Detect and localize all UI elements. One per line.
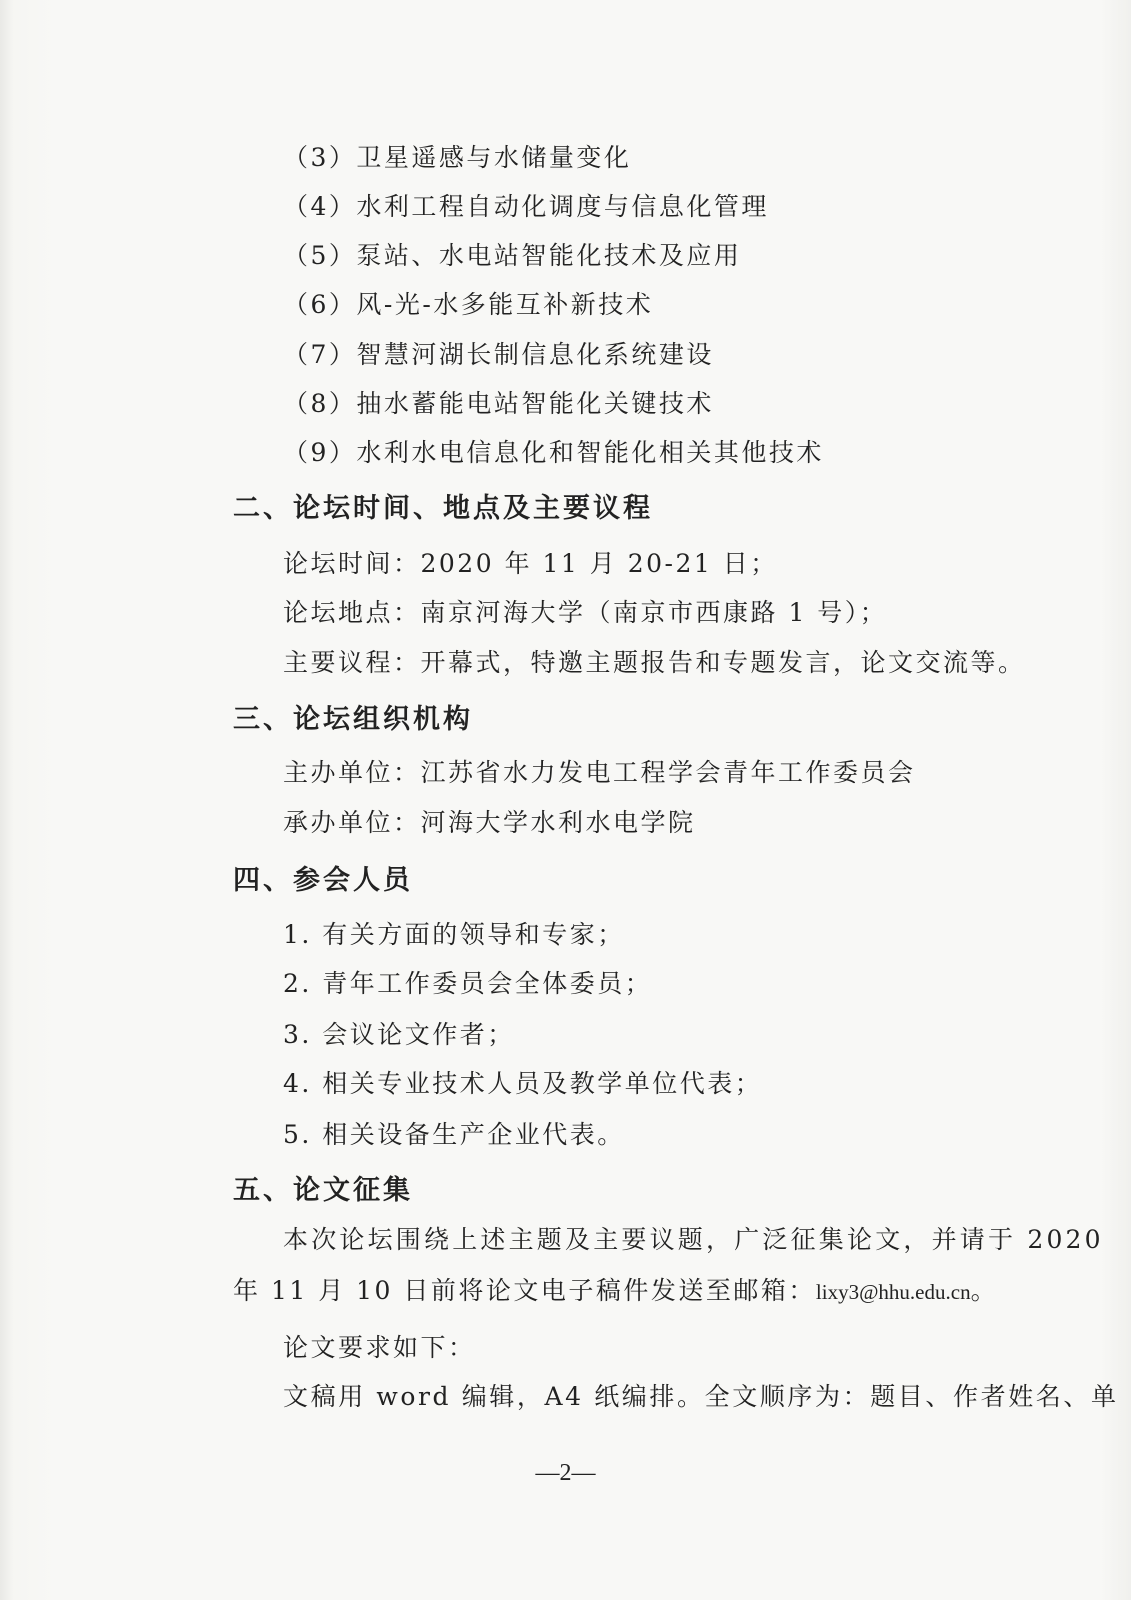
call-for-papers-line-2-end: 。	[970, 1276, 999, 1305]
requirements-intro: 论文要求如下：	[283, 1333, 476, 1362]
section-5-heading: 五、论文征集	[233, 1175, 413, 1206]
forum-agenda: 主要议程：开幕式，特邀主题报告和专题发言，论文交流等。	[283, 648, 1026, 677]
attendee-item: 5. 相关设备生产企业代表。	[283, 1120, 625, 1149]
section-4-heading: 四、参会人员	[233, 865, 413, 896]
topic-item: （5）泵站、水电站智能化技术及应用	[283, 241, 742, 270]
call-for-papers-line-1: 本次论坛围绕上述主题及主要议题，广泛征集论文，并请于 2020	[283, 1225, 1104, 1254]
submission-email: lixy3@hhu.edu.cn	[815, 1280, 971, 1304]
topic-item: （4）水利工程自动化调度与信息化管理	[283, 192, 769, 221]
organizer-unit: 承办单位：河海大学水利水电学院	[283, 808, 696, 837]
topic-item: （8）抽水蓄能电站智能化关键技术	[283, 389, 714, 418]
attendee-item: 3. 会议论文作者；	[283, 1020, 515, 1049]
attendee-item: 4. 相关专业技术人员及教学单位代表；	[283, 1069, 763, 1098]
requirements-line-1: 文稿用 word 编辑，A4 纸编排。全文顺序为：题目、作者姓名、单	[283, 1382, 1119, 1411]
section-2-heading: 二、论坛时间、地点及主要议程	[233, 493, 653, 524]
topic-item: （9）水利水电信息化和智能化相关其他技术	[283, 438, 824, 467]
call-for-papers-line-2-text: 年 11 月 10 日前将论文电子稿件发送至邮箱：	[233, 1276, 816, 1305]
topic-item: （7）智慧河湖长制信息化系统建设	[283, 340, 714, 369]
page-number: —2—	[535, 1460, 596, 1486]
topic-item: （3）卫星遥感与水储量变化	[283, 143, 632, 172]
attendee-item: 2. 青年工作委员会全体委员；	[283, 969, 653, 998]
topic-item: （6）风-光-水多能互补新技术	[283, 290, 654, 319]
attendee-item: 1. 有关方面的领导和专家；	[283, 920, 625, 949]
section-3-heading: 三、论坛组织机构	[233, 704, 473, 735]
forum-time: 论坛时间：2020 年 11 月 20-21 日；	[283, 549, 778, 578]
call-for-papers-line-2	[233, 1276, 998, 1307]
host-unit: 主办单位：江苏省水力发电工程学会青年工作委员会	[283, 758, 916, 787]
forum-place: 论坛地点：南京河海大学（南京市西康路 1 号）；	[283, 598, 888, 627]
